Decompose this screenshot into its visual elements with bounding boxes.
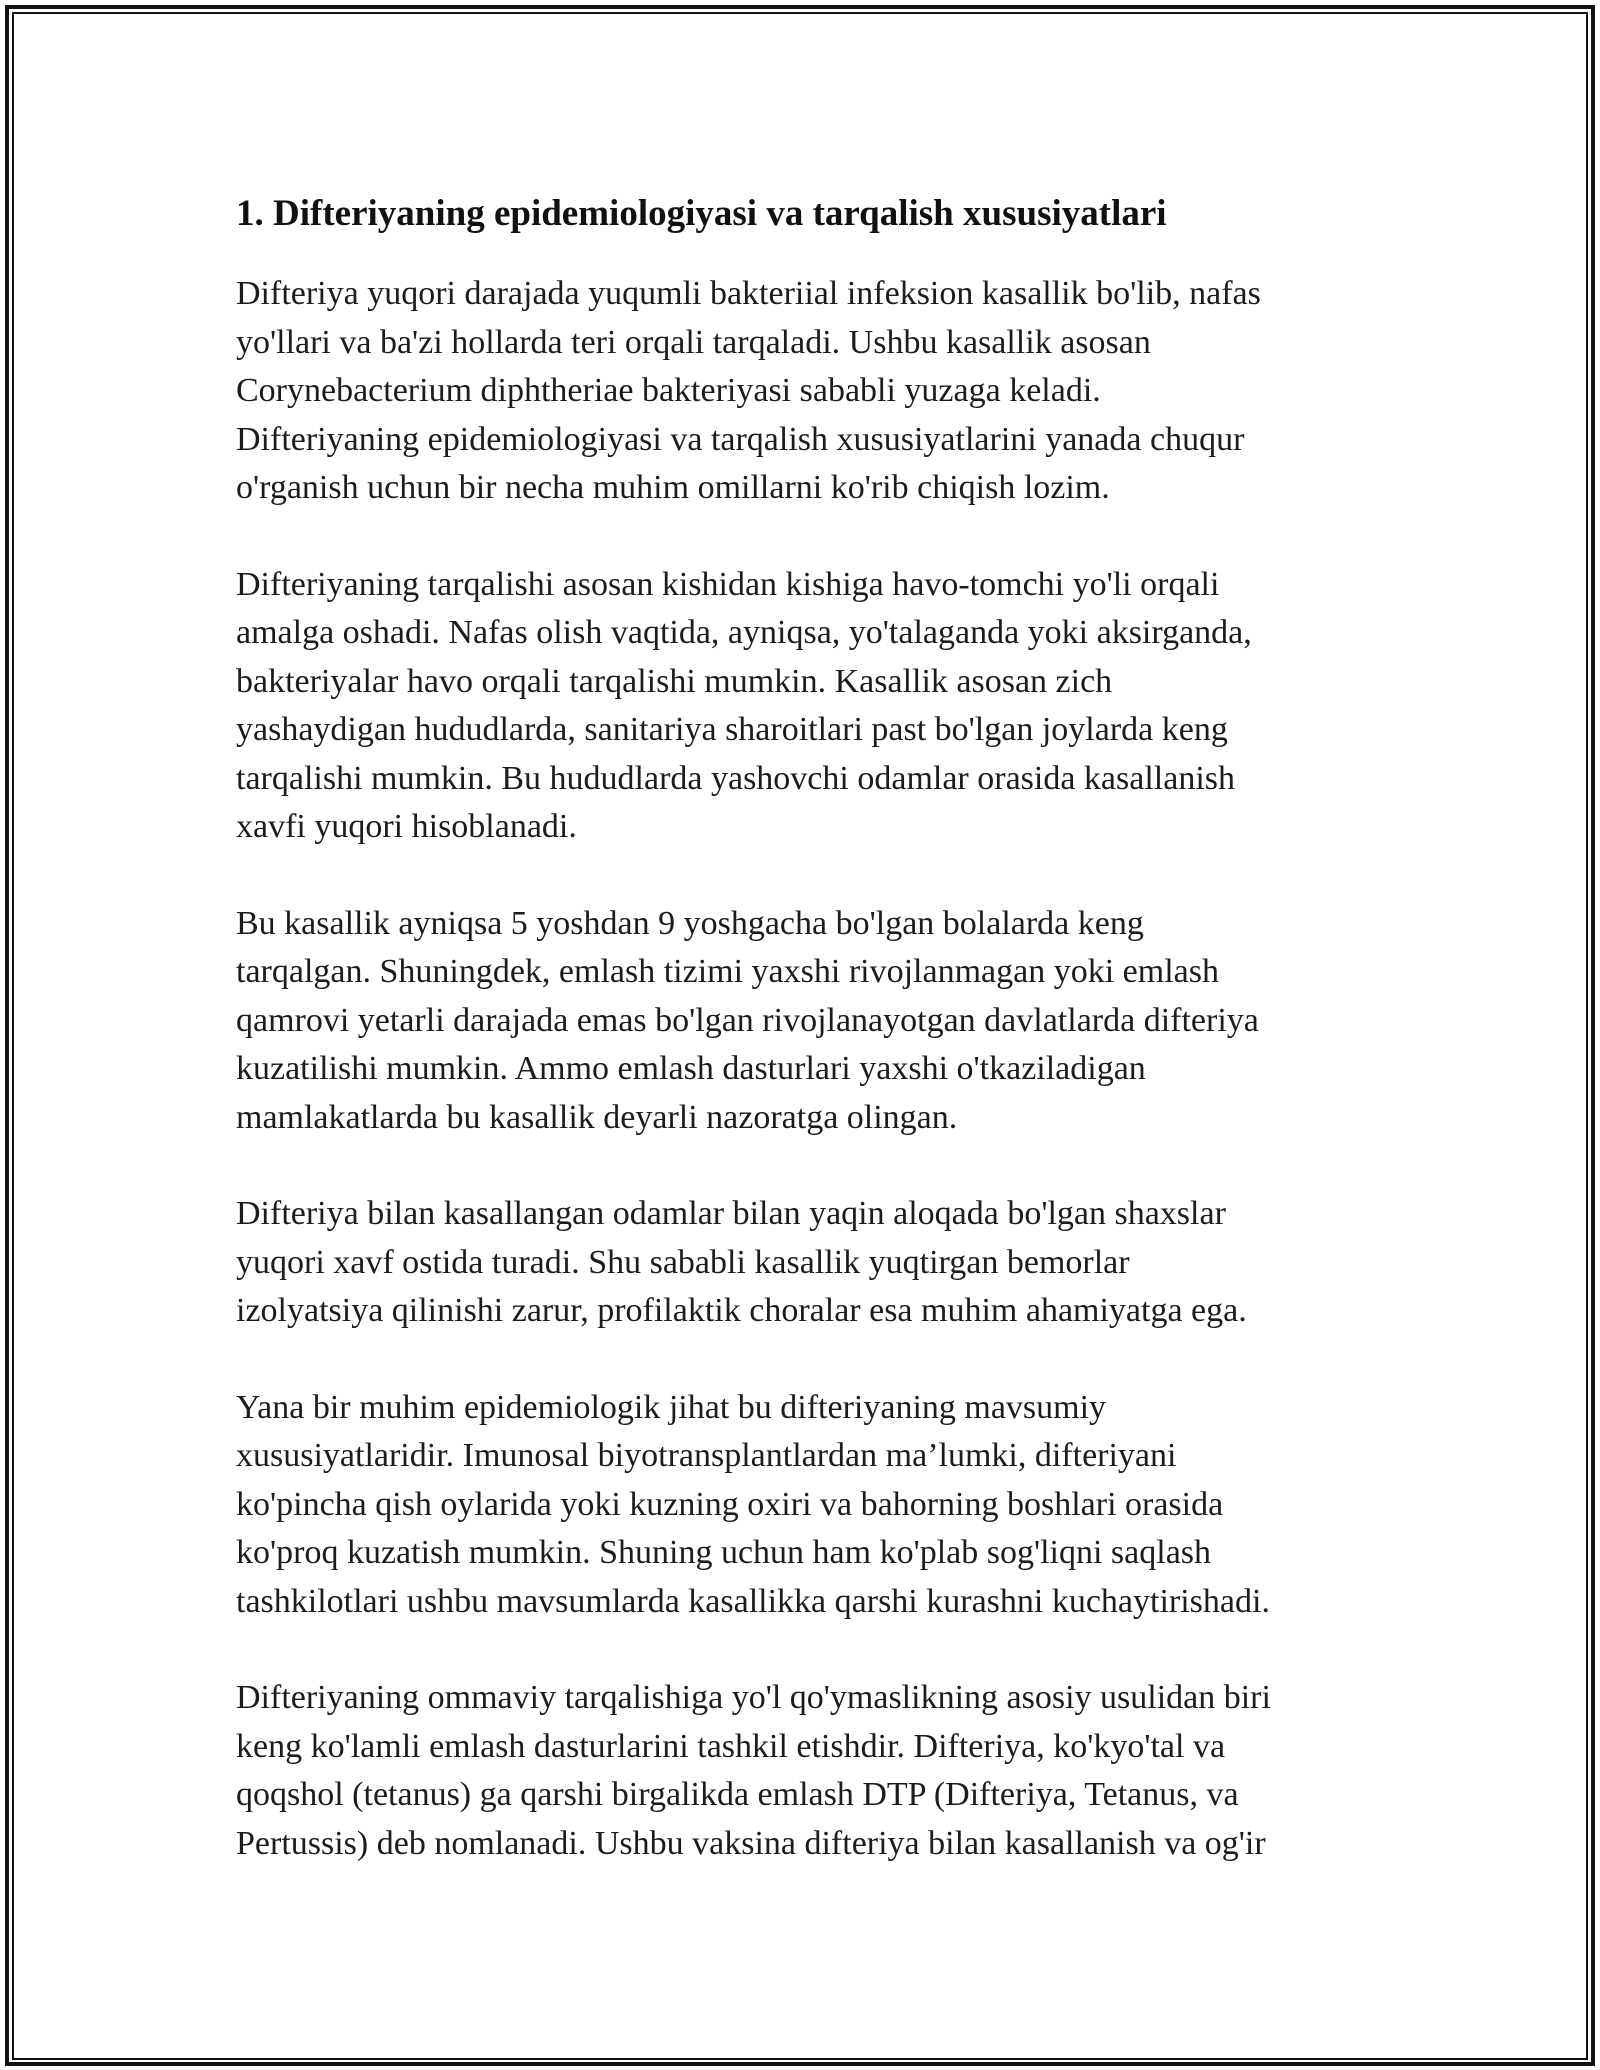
paragraph-1: Difteriya yuqori darajada yuqumli bakteriial infeksion kasallik bo'lib, nafas yo'llari va ba'zi hollarda teri orqali tarqaladi. Ushbu kasallik asosan Corynebacterium diphtheriae bakteriyasi sababli yuzaga keladi. Difteriyaning epidemiologiyasi va tarqalish xususiyatlarini yanada chuqur o'rganish uchun bir necha muhim omillarni ko'rib chiqish lozim. [236, 275, 1261, 506]
paragraph-3: Bu kasallik ayniqsa 5 yoshdan 9 yoshgacha bo'lgan bolalarda keng tarqalgan. Shuningdek, emlash tizimi yaxshi rivojlanmagan yoki emlash qamrovi yetarli darajada emas bo'lgan rivojlanayotgan davlatlarda difteriya kuzatilishi mumkin. Ammo emlash dasturlari yaxshi o'tkaziladigan mamlakatlarda bu kasallik deyarli nazoratga olingan. [236, 904, 1259, 1136]
paragraph-4: Difteriya bilan kasallangan odamlar bilan yaqin aloqada bo'lgan shaxslar yuqori xavf ostida turadi. Shu sababli kasallik yuqtirgan bemorlar izolyatsiya qilinishi zarur, profilaktik choralar esa muhim ahamiyatga ega. [236, 1195, 1247, 1329]
section-heading: 1. Difteriyaning epidemiologiyasi va tarqalish xususiyatlari [236, 193, 1167, 234]
paragraph-6: Difteriyaning ommaviy tarqalishiga yo'l qo'ymaslikning asosiy usulidan biri keng ko'lamli emlash dasturlarini tashkil etishdir. Difteriya, ko'kyo'tal va qoqshol (tetanus) ga qarshi birgalikda emlash DTP (Difteriya, Tetanus, va Pertussis) deb nomlanadi. Ushbu vaksina difteriya bilan kasallanish va og'ir [236, 1679, 1271, 1862]
paragraph-2: Difteriyaning tarqalishi asosan kishidan kishiga havo-tomchi yo'li orqali amalga oshadi. Nafas olish vaqtida, ayniqsa, yo'talaganda yoki aksirganda, bakteriyalar havo orqali tarqalishi mumkin. Kasallik asosan zich yashaydigan hududlarda, sanitariya sharoitlari past bo'lgan joylarda keng tarqalishi mumkin. Bu hududlarda yashovchi odamlar orasida kasallanish xavfi yuqori hisoblanadi. [236, 565, 1252, 845]
paragraph-5: Yana bir muhim epidemiologik jihat bu difteriyaning mavsumiy xususiyatlaridir. Imunosal biyotransplantlardan ma’lumki, difteriyani ko'pincha qish oylarida yoki kuzning oxiri va bahorning boshlari orasida ko'proq kuzatish mumkin. Shuning uchun ham ko'plab sog'liqni saqlash tashkilotlari ushbu mavsumlarda kasallikka qarshi kurashni kuchaytirishadi. [236, 1388, 1270, 1620]
document-body [236, 186, 1366, 1916]
